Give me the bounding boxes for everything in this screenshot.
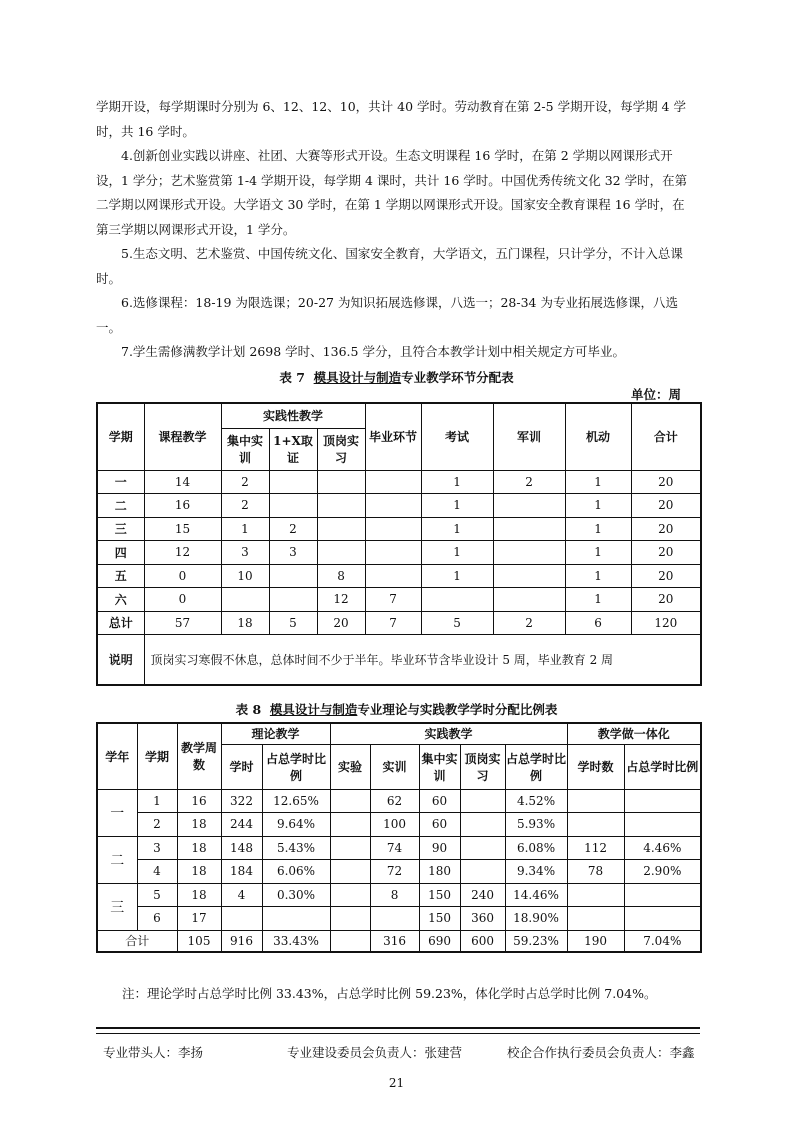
table7-header-graduation: 毕业环节	[365, 403, 421, 470]
table7-cell-military	[493, 588, 565, 612]
table8-cell-hours: 148	[221, 836, 262, 860]
table8-total-label: 合计	[97, 930, 177, 952]
table7-header-flexible: 机动	[565, 403, 631, 470]
paragraph-1: 学期开设，每学期课时分别为 6、12、12、10，共计 40 学时。劳动教育在第 2-5 学期开设，每学期 4 学时，共 16 学时。	[96, 99, 686, 139]
table8-header-ratio: 占总学时比例	[262, 744, 330, 789]
table7-cell-total: 20	[631, 494, 701, 518]
table7-header-cert: 1+X取证	[269, 428, 317, 470]
table8-header-training: 实训	[370, 744, 419, 789]
table8-total-hours: 916	[221, 930, 262, 952]
table7-cell-concentrated: 1	[221, 517, 269, 541]
table7-note-label: 说明	[97, 635, 144, 685]
table8-cell-internship: 240	[460, 883, 505, 907]
table7-cell-exam: 1	[421, 494, 493, 518]
table7-caption-major: 模具设计与制造	[313, 370, 402, 385]
table8-row	[97, 789, 701, 813]
table7-cell-total: 20	[631, 564, 701, 588]
table8-total-weeks: 105	[177, 930, 221, 952]
table7-cell-exam: 1	[421, 470, 493, 494]
table7-cell-cert	[269, 588, 317, 612]
footer-rule-thick	[96, 1027, 700, 1029]
table8-row	[97, 907, 701, 931]
paragraph-3: 5.生态文明、艺术鉴赏、中国传统文化、国家安全教育，大学语文，五门课程，只计学分，不计入总课时。	[96, 246, 683, 286]
table8-cell-concentrated: 150	[419, 907, 460, 931]
table7-row	[97, 541, 701, 565]
table7-header-total: 合计	[631, 403, 701, 470]
table7-note-text: 顶岗实习寒假不休息，总体时间不少于半年。毕业环节含毕业设计 5 周，毕业教育 2 周	[144, 635, 701, 685]
table8-cell-term: 2	[137, 813, 177, 837]
table8-cell-int-ratio	[624, 883, 701, 907]
table7-header-internship: 顶岗实习	[317, 428, 365, 470]
table8-cell-int-hours	[567, 883, 624, 907]
table8-cell-weeks: 18	[177, 813, 221, 837]
table7-cell-total: 20	[631, 588, 701, 612]
table7-cell-graduation: 7	[365, 611, 421, 635]
table8-header-term: 学期	[137, 723, 177, 789]
table7-row	[97, 494, 701, 518]
table8-cell-concentrated: 180	[419, 860, 460, 884]
table8-cell-practice-ratio: 9.34%	[505, 860, 567, 884]
table7-cell-total: 120	[631, 611, 701, 635]
table7-cell-course: 14	[144, 470, 221, 494]
table7-cell-military	[493, 517, 565, 541]
table7-cell-cert: 5	[269, 611, 317, 635]
table8-cell-experiment	[330, 883, 370, 907]
table7-cell-military: 2	[493, 611, 565, 635]
table7-cell-concentrated: 2	[221, 494, 269, 518]
table8-total-practice-ratio: 59.23%	[505, 930, 567, 952]
table8-cell-int-hours: 112	[567, 836, 624, 860]
paragraph-5: 7.学生需修满教学计划 2698 学时、136.5 学分，且符合本教学计划中相关规定方可毕业。	[121, 344, 625, 359]
table7-caption-prefix: 表 7	[279, 370, 305, 385]
table7-cell-flexible: 1	[565, 494, 631, 518]
table8-cell-training	[370, 907, 419, 931]
table7-cell-course: 0	[144, 588, 221, 612]
table7-header-practice: 实践性教学	[221, 403, 365, 428]
table8-cell-experiment	[330, 813, 370, 837]
table8-cell-weeks: 18	[177, 836, 221, 860]
table8-cell-experiment	[330, 836, 370, 860]
table7-body	[97, 470, 701, 635]
table7-cell-flexible: 6	[565, 611, 631, 635]
table7-cell-term: 四	[97, 541, 144, 565]
table8-cell-training: 72	[370, 860, 419, 884]
table8-total-experiment	[330, 930, 370, 952]
table8-cell-weeks: 16	[177, 789, 221, 813]
table7-cell-military	[493, 564, 565, 588]
table8	[96, 722, 702, 953]
table8-cell-weeks: 18	[177, 860, 221, 884]
table8-header-weeks: 教学周数	[177, 723, 221, 789]
table7-cell-internship	[317, 494, 365, 518]
table8-header-concentrated: 集中实训	[419, 744, 460, 789]
table8-header-practice: 实践教学	[330, 723, 567, 744]
table7-row	[97, 564, 701, 588]
table7-cell-term: 三	[97, 517, 144, 541]
table7-caption	[0, 368, 793, 386]
table8-cell-experiment	[330, 907, 370, 931]
table7-cell-flexible: 1	[565, 517, 631, 541]
table8-cell-int-ratio: 4.46%	[624, 836, 701, 860]
table7-cell-internship	[317, 517, 365, 541]
table8-cell-internship	[460, 813, 505, 837]
table7-header-military: 军训	[493, 403, 565, 470]
table8-cell-experiment	[330, 789, 370, 813]
table7-cell-cert	[269, 494, 317, 518]
table8-cell-int-hours	[567, 813, 624, 837]
signature-lead: 专业带头人：李扬	[103, 1045, 204, 1060]
table8-caption-major: 模具设计与制造	[269, 702, 358, 717]
table8-cell-year: 一	[97, 789, 137, 836]
table7-cell-flexible: 1	[565, 470, 631, 494]
table8-caption	[0, 700, 793, 718]
table8-cell-term: 1	[137, 789, 177, 813]
table8-cell-practice-ratio: 4.52%	[505, 789, 567, 813]
table8-cell-practice-ratio: 5.93%	[505, 813, 567, 837]
page-number: 21	[388, 1076, 405, 1090]
footnote: 注：理论学时占总学时比例 33.43%，占总学时比例 59.23%，体化学时占总学时比例 7.04%。	[122, 986, 657, 1001]
table8-header-int-hours: 学时数	[567, 744, 624, 789]
signature-coop: 校企合作执行委员会负责人：李鑫	[507, 1045, 695, 1060]
table8-total-row	[97, 930, 701, 952]
table7-cell-internship: 20	[317, 611, 365, 635]
table7-cell-concentrated: 2	[221, 470, 269, 494]
table8-cell-practice-ratio: 18.90%	[505, 907, 567, 931]
table7-cell-flexible: 1	[565, 564, 631, 588]
table7-cell-military	[493, 494, 565, 518]
table7-cell-exam: 1	[421, 541, 493, 565]
table7-cell-internship	[317, 470, 365, 494]
table8-cell-term: 5	[137, 883, 177, 907]
table7-cell-concentrated	[221, 588, 269, 612]
table7-unit: 单位：周	[630, 387, 681, 402]
table7-cell-term: 二	[97, 494, 144, 518]
table8-header-internship: 顶岗实习	[460, 744, 505, 789]
table7-cell-course: 57	[144, 611, 221, 635]
table7-cell-graduation	[365, 494, 421, 518]
table8-cell-ratio: 6.06%	[262, 860, 330, 884]
table8-cell-training: 62	[370, 789, 419, 813]
table7-cell-total: 20	[631, 541, 701, 565]
table7-row	[97, 517, 701, 541]
paragraph-4: 6.选修课程：18-19 为限选课；20-27 为知识拓展选修课，八选一；28-34 为专业拓展选修课，八选一。	[96, 295, 678, 335]
table7-cell-concentrated: 10	[221, 564, 269, 588]
table8-total-concentrated: 690	[419, 930, 460, 952]
table8-cell-weeks: 18	[177, 883, 221, 907]
table8-cell-ratio: 9.64%	[262, 813, 330, 837]
table7-row	[97, 611, 701, 635]
table8-cell-int-ratio	[624, 907, 701, 931]
table8-cell-int-hours	[567, 907, 624, 931]
table7-cell-course: 15	[144, 517, 221, 541]
table7-cell-total: 20	[631, 470, 701, 494]
table8-header-practice-ratio: 占总学时比例	[505, 744, 567, 789]
table7-cell-cert	[269, 564, 317, 588]
table8-cell-internship	[460, 836, 505, 860]
table7-caption-suffix: 专业教学环节分配表	[401, 370, 514, 385]
table7-cell-term: 六	[97, 588, 144, 612]
table7-cell-graduation	[365, 541, 421, 565]
table8-total-internship: 600	[460, 930, 505, 952]
table8-header-experiment: 实验	[330, 744, 370, 789]
table8-cell-concentrated: 60	[419, 789, 460, 813]
table8-cell-hours: 244	[221, 813, 262, 837]
table8-cell-concentrated: 60	[419, 813, 460, 837]
table8-cell-int-ratio	[624, 813, 701, 837]
table8-header-hours: 学时	[221, 744, 262, 789]
table8-cell-int-hours: 78	[567, 860, 624, 884]
table8-cell-hours: 184	[221, 860, 262, 884]
table8-cell-hours: 322	[221, 789, 262, 813]
paragraph-2: 4.创新创业实践以讲座、社团、大赛等形式开设。生态文明课程 16 学时，在第 2 学期以网课形式开设，1 学分；艺术鉴赏第 1-4 学期开设，每学期 4 课时，共计 16 学时。中国优秀传统文化 32 学时，在第二学期以网课形式开设。大学语文 30 学时，在第 1 学期以网课形式开设。国家安全教育课程 16 学时，在第三学期以网课形式开设，1 学分。	[96, 148, 688, 237]
table8-cell-concentrated: 90	[419, 836, 460, 860]
table8-header-int-ratio: 占总学时比例	[624, 744, 701, 789]
table8-cell-hours	[221, 907, 262, 931]
table7-cell-cert: 2	[269, 517, 317, 541]
table8-cell-int-ratio: 2.90%	[624, 860, 701, 884]
table8-cell-int-hours	[567, 789, 624, 813]
table8-row	[97, 813, 701, 837]
table7-cell-internship	[317, 541, 365, 565]
table7-cell-course: 12	[144, 541, 221, 565]
table8-cell-training: 100	[370, 813, 419, 837]
table7-cell-flexible: 1	[565, 541, 631, 565]
table8-total-int-ratio: 7.04%	[624, 930, 701, 952]
table8-cell-ratio: 12.65%	[262, 789, 330, 813]
table7-cell-exam	[421, 588, 493, 612]
table7-cell-internship: 8	[317, 564, 365, 588]
table7-cell-graduation	[365, 517, 421, 541]
table7-cell-military	[493, 541, 565, 565]
table8-cell-int-ratio	[624, 789, 701, 813]
table7-header-term: 学期	[97, 403, 144, 470]
table7-cell-term: 一	[97, 470, 144, 494]
table7-cell-exam: 5	[421, 611, 493, 635]
table8-cell-weeks: 17	[177, 907, 221, 931]
table7-cell-term: 总计	[97, 611, 144, 635]
table8-total-ratio: 33.43%	[262, 930, 330, 952]
table8-cell-ratio: 0.30%	[262, 883, 330, 907]
signature-committee: 专业建设委员会负责人：张建营	[287, 1045, 463, 1060]
table8-row	[97, 883, 701, 907]
table8-body	[97, 789, 701, 930]
table8-cell-term: 4	[137, 860, 177, 884]
table7-cell-graduation	[365, 470, 421, 494]
table8-row	[97, 860, 701, 884]
table8-total-training: 316	[370, 930, 419, 952]
table8-header-year: 学年	[97, 723, 137, 789]
table7-row	[97, 588, 701, 612]
table8-cell-experiment	[330, 860, 370, 884]
table8-cell-training: 8	[370, 883, 419, 907]
footer-rule-thin	[96, 1033, 700, 1034]
table7-header-concentrated: 集中实训	[221, 428, 269, 470]
table7-cell-term: 五	[97, 564, 144, 588]
table8-caption-prefix: 表 8	[235, 702, 262, 717]
table7-cell-course: 16	[144, 494, 221, 518]
table7-cell-exam: 1	[421, 564, 493, 588]
table8-total-int-hours: 190	[567, 930, 624, 952]
table7-cell-cert	[269, 470, 317, 494]
table8-cell-training: 74	[370, 836, 419, 860]
table7-cell-internship: 12	[317, 588, 365, 612]
table7-cell-military: 2	[493, 470, 565, 494]
table8-cell-internship	[460, 789, 505, 813]
table7-cell-graduation	[365, 564, 421, 588]
table7-row	[97, 470, 701, 494]
table7	[96, 402, 702, 686]
table8-cell-term: 3	[137, 836, 177, 860]
table8-cell-year: 三	[97, 883, 137, 930]
table7-cell-total: 20	[631, 517, 701, 541]
table8-cell-hours: 4	[221, 883, 262, 907]
table7-cell-flexible: 1	[565, 588, 631, 612]
table8-cell-internship: 360	[460, 907, 505, 931]
table8-cell-term: 6	[137, 907, 177, 931]
table7-cell-concentrated: 18	[221, 611, 269, 635]
table7-header-exam: 考试	[421, 403, 493, 470]
table8-cell-ratio	[262, 907, 330, 931]
table8-header-integrated: 教学做一体化	[567, 723, 701, 744]
table7-cell-cert: 3	[269, 541, 317, 565]
table7-cell-graduation: 7	[365, 588, 421, 612]
table8-cell-concentrated: 150	[419, 883, 460, 907]
table8-cell-internship	[460, 860, 505, 884]
table8-cell-year: 二	[97, 836, 137, 883]
table7-header-course: 课程教学	[144, 403, 221, 470]
table8-cell-ratio: 5.43%	[262, 836, 330, 860]
table7-cell-concentrated: 3	[221, 541, 269, 565]
table8-cell-practice-ratio: 14.46%	[505, 883, 567, 907]
table8-header-theory: 理论教学	[221, 723, 330, 744]
table7-cell-exam: 1	[421, 517, 493, 541]
table8-cell-practice-ratio: 6.08%	[505, 836, 567, 860]
table8-row	[97, 836, 701, 860]
table8-caption-suffix: 专业理论与实践教学学时分配比例表	[357, 702, 558, 717]
table7-cell-course: 0	[144, 564, 221, 588]
